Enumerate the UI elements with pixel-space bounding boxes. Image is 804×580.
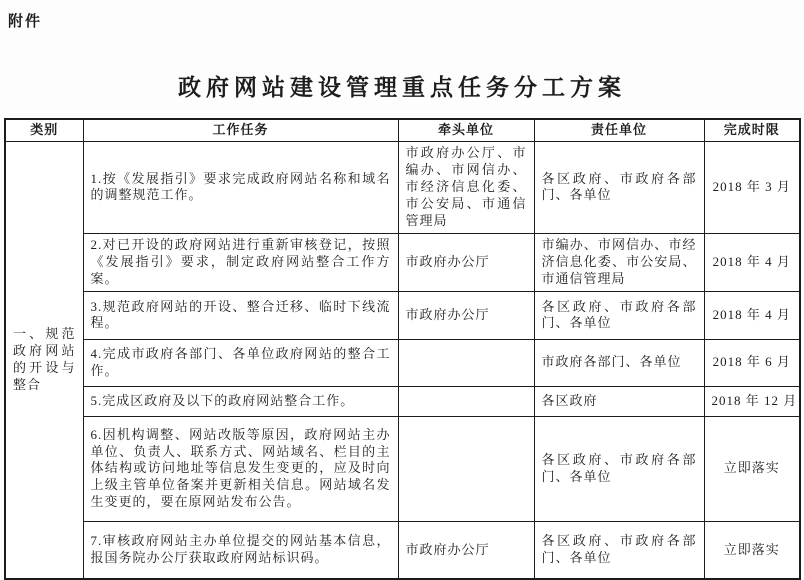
lead-unit-cell: 市政府办公厅 — [398, 291, 534, 339]
table-row — [5, 233, 800, 291]
col-header-lead-unit: 牵头单位 — [398, 119, 534, 141]
responsible-unit-cell: 各区政府、市政府各部门、各单位 — [534, 141, 704, 233]
task-cell: 3.规范政府网站的开设、整合迁移、临时下线流程。 — [83, 291, 398, 339]
table-row — [5, 416, 800, 521]
responsible-unit-cell: 各区政府 — [534, 386, 704, 416]
col-header-responsible-unit: 责任单位 — [534, 119, 704, 141]
col-header-category: 类别 — [5, 119, 83, 141]
task-assignment-table — [4, 118, 801, 580]
deadline-cell: 2018 年 6 月 — [704, 339, 800, 386]
attachment-label: 附件 — [8, 13, 43, 30]
lead-unit-cell: 市政府办公厅 — [398, 233, 534, 291]
lead-unit-cell — [398, 386, 534, 416]
deadline-cell: 2018 年 12 月 — [704, 386, 800, 416]
responsible-unit-cell: 市政府各部门、各单位 — [534, 339, 704, 386]
task-cell: 1.按《发展指引》要求完成政府网站名称和域名的调整规范工作。 — [83, 141, 398, 233]
category-cell: 一、规范政府网站的开设与整合 — [5, 141, 83, 579]
table-row — [5, 291, 800, 339]
responsible-unit-cell: 市编办、市网信办、市经济信息化委、市公安局、市通信管理局 — [534, 233, 704, 291]
col-header-deadline: 完成时限 — [704, 119, 800, 141]
task-cell: 6.因机构调整、网站改版等原因，政府网站主办单位、负责人、联系方式、网站域名、栏目的主体结构或访问地址等信息发生变更的，应及时向上级主管单位备案并更新相关信息。网站域名发生变更的，要在原网站发布公告。 — [83, 416, 398, 521]
responsible-unit-cell: 各区政府、市政府各部门、各单位 — [534, 416, 704, 521]
responsible-unit-cell: 各区政府、市政府各部门、各单位 — [534, 521, 704, 579]
task-cell: 7.审核政府网站主办单位提交的网站基本信息，报国务院办公厅获取政府网站标识码。 — [83, 521, 398, 579]
col-header-task: 工作任务 — [83, 119, 398, 141]
deadline-cell: 立即落实 — [704, 416, 800, 521]
deadline-cell: 2018 年 4 月 — [704, 233, 800, 291]
deadline-cell: 2018 年 3 月 — [704, 141, 800, 233]
lead-unit-cell — [398, 339, 534, 386]
table-row — [5, 141, 800, 233]
table-row — [5, 339, 800, 386]
task-cell: 5.完成区政府及以下的政府网站整合工作。 — [83, 386, 398, 416]
lead-unit-cell — [398, 416, 534, 521]
responsible-unit-cell: 各区政府、市政府各部门、各单位 — [534, 291, 704, 339]
lead-unit-cell: 市政府办公厅、市编办、市网信办、市经济信息化委、市公安局、市通信管理局 — [398, 141, 534, 233]
deadline-cell: 2018 年 4 月 — [704, 291, 800, 339]
deadline-cell: 立即落实 — [704, 521, 800, 579]
table-row — [5, 521, 800, 579]
task-cell: 2.对已开设的政府网站进行重新审核登记，按照《发展指引》要求，制定政府网站整合工作方案。 — [83, 233, 398, 291]
table-row — [5, 386, 800, 416]
lead-unit-cell: 市政府办公厅 — [398, 521, 534, 579]
task-cell: 4.完成市政府各部门、各单位政府网站的整合工作。 — [83, 339, 398, 386]
page-title: 政府网站建设管理重点任务分工方案 — [178, 75, 626, 100]
table-header-row — [5, 119, 800, 141]
